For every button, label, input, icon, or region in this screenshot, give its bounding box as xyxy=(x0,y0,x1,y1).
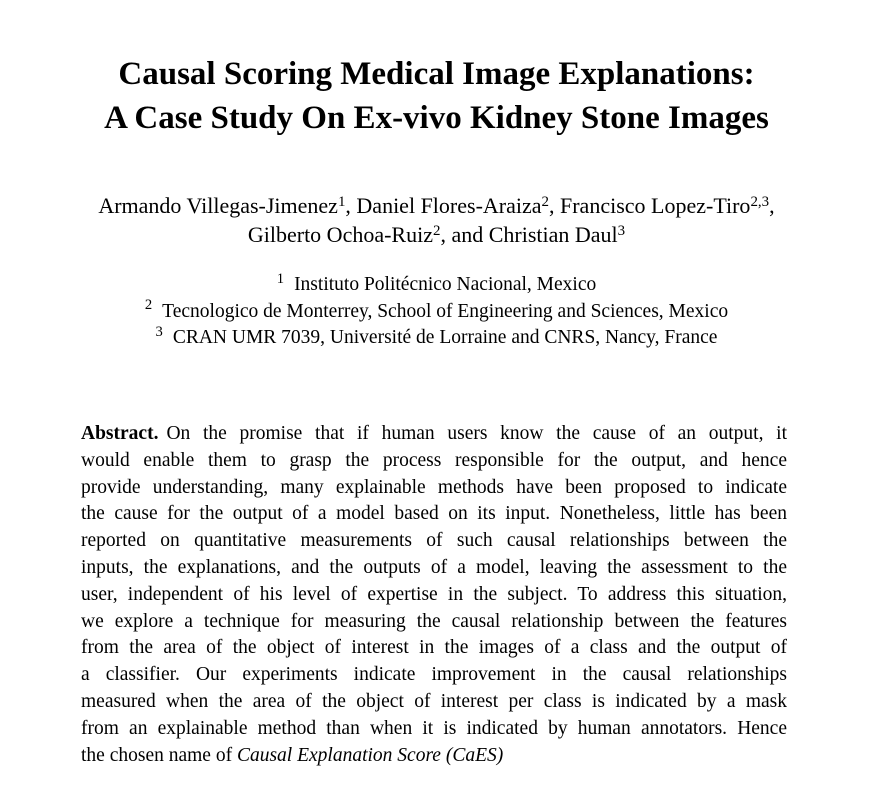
abstract-text: On the promise that if human users know the cause of an output, it xyxy=(166,423,787,444)
author-name: Daniel Flores-Araiza xyxy=(356,193,542,218)
abstract-line: inputs, the explanations, and the outputs of a model, leaving the assessment to the xyxy=(81,556,787,578)
affiliation-number: 1 xyxy=(276,270,285,287)
abstract-label: Abstract. xyxy=(81,423,159,444)
abstract-line: measured when the area of the object of interest per class is indicated by a mask xyxy=(81,690,787,712)
abstract-line: the cause for the output of a model based on its input. Nonetheless, little has been xyxy=(81,503,787,525)
affiliation-number: 2 xyxy=(144,297,153,314)
affiliation-list xyxy=(0,272,873,352)
author-separator: , xyxy=(345,193,357,218)
abstract-line: from an explainable method than when it is indicated by human annotators. Hence xyxy=(81,717,787,739)
affiliation-number: 3 xyxy=(155,323,163,340)
author-affiliation-mark: 3 xyxy=(617,222,626,239)
abstract-line xyxy=(81,421,787,448)
author-name: Armando Villegas-Jimenez xyxy=(98,193,338,218)
author-list xyxy=(0,191,873,249)
author-separator: , xyxy=(769,193,775,218)
author-affiliation-mark: 2,3 xyxy=(750,193,770,210)
author-separator: , and xyxy=(440,222,489,247)
paper-title-line-2: A Case Study On Ex-vivo Kidney Stone Images xyxy=(104,100,769,136)
abstract-line: we explore a technique for measuring the causal relationship between the features xyxy=(81,610,787,632)
abstract-line: reported on quantitative measurements of such causal relationships between the xyxy=(81,530,787,552)
abstract-line: a classifier. Our experiments indicate improvement in the causal relationships xyxy=(81,664,787,686)
abstract-line: user, independent of his level of expertise in the subject. To address this situation, xyxy=(81,583,787,605)
author-line-2 xyxy=(0,220,873,249)
affiliation-text: CRAN UMR 7039, Université de Lorraine and CNRS, Nancy, France xyxy=(172,327,718,348)
abstract-line: provide understanding, many explainable methods have been proposed to indicate xyxy=(81,476,787,498)
abstract-line-last xyxy=(81,743,787,770)
paper-title-line-1: Causal Scoring Medical Image Explanations: xyxy=(118,56,755,92)
affiliation-item xyxy=(0,325,873,352)
author-line-1 xyxy=(0,191,873,220)
paper-title xyxy=(0,52,873,140)
affiliation-item xyxy=(0,299,873,326)
abstract-line: from the area of the object of interest in the images of a class and the output of xyxy=(81,637,787,659)
abstract-line: would enable them to grasp the process responsible for the output, and hence xyxy=(81,449,787,471)
affiliation-text: Instituto Politécnico Nacional, Mexico xyxy=(294,274,597,295)
author-name: Gilberto Ochoa-Ruiz xyxy=(247,222,433,247)
author-name: Christian Daul xyxy=(488,222,618,247)
author-affiliation-mark: 2 xyxy=(541,193,549,210)
affiliation-item xyxy=(0,272,873,299)
abstract xyxy=(81,421,787,769)
author-separator: , xyxy=(549,193,560,218)
author-name: Francisco Lopez-Tiro xyxy=(560,193,751,218)
abstract-text: the chosen name of xyxy=(81,744,233,766)
abstract-emphasis: Causal Explanation Score (CaES) xyxy=(236,744,504,766)
author-affiliation-mark: 1 xyxy=(337,193,346,210)
affiliation-text: Tecnologico de Monterrey, School of Engineering and Sciences, Mexico xyxy=(162,300,729,322)
author-affiliation-mark: 2 xyxy=(432,222,441,239)
